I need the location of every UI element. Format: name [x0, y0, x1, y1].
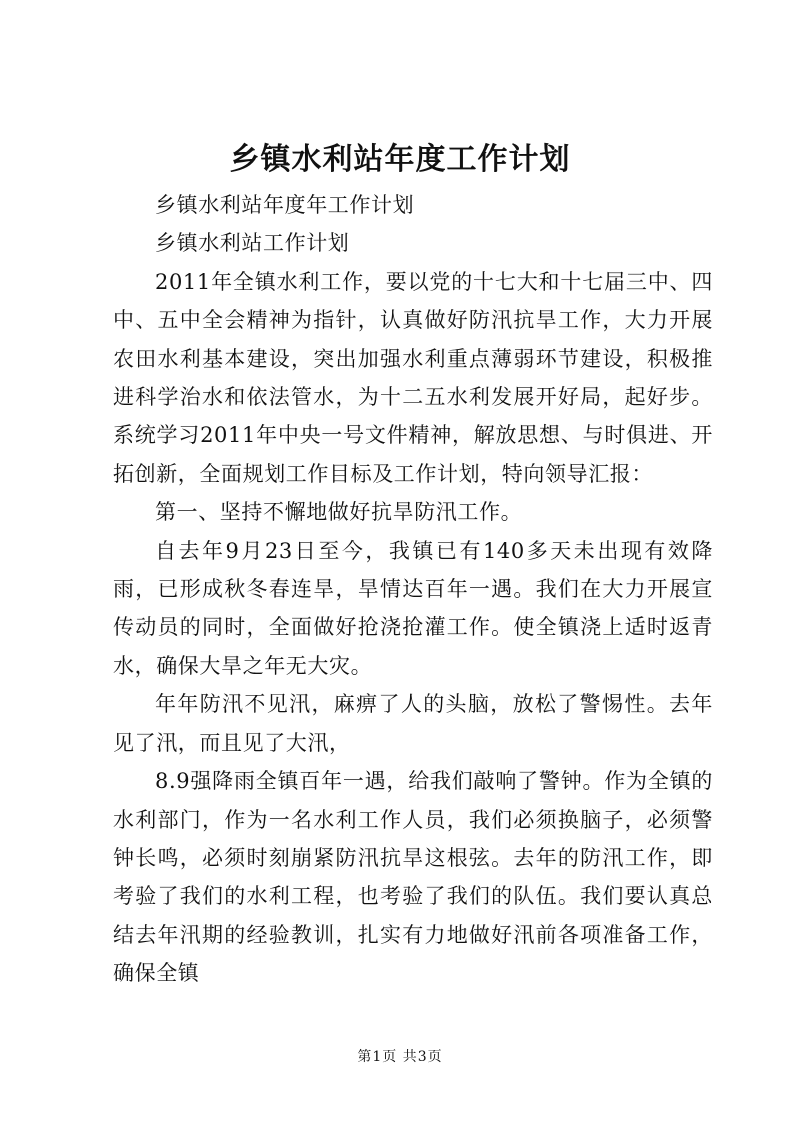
document-body	[113, 186, 713, 993]
paragraph-flood-lessons: 8.9强降雨全镇百年一遇，给我们敲响了警钟。作为全镇的水利部门，作为一名水利工作人员，我们必须换脑子，必须警钟长鸣，必须时刻崩紧防汛抗旱这根弦。去年的防汛工作，即考验了我们的水利工程，也考验了我们的队伍。我们要认真总结去年汛期的经验教训，扎实有力地做好汛前各项准备工作，确保全镇	[113, 769, 713, 986]
paragraph-flood-warning: 年年防汛不见汛，麻痹了人的头脑，放松了警惕性。去年见了汛，而且见了大汛，	[113, 692, 713, 755]
paragraph-drought: 自去年9月23日至今，我镇已有140多天未出现有效降雨，已形成秋冬春连旱，旱情达百年一遇。我们在大力开展宣传动员的同时，全面做好抢浇抢灌工作。使全镇浇上适时返青水，确保大旱之年无大灾。	[113, 538, 713, 678]
paragraph-subtitle-2: 乡镇水利站工作计划	[155, 231, 350, 256]
document-title: 乡镇水利站年度工作计划	[229, 142, 571, 177]
paragraph-intro: 2011年全镇水利工作，要以党的十七大和十七届三中、四中、五中全会精神为指针，认真做好防汛抗旱工作，大力开展农田水利基本建设，突出加强水利重点薄弱环节建设，积极推进科学治水和依法管水，为十二五水利发展开好局，起好步。系统学习2011年中央一号文件精神，解放思想、与时俱进、开拓创新，全面规划工作目标及工作计划，特向领导汇报：	[113, 269, 713, 486]
paragraph-subtitle-1: 乡镇水利站年度年工作计划	[155, 193, 415, 217]
page-number-footer: 第1页 共3页	[357, 1049, 443, 1065]
paragraph-section-heading: 第一、坚持不懈地做好抗旱防汛工作。	[155, 500, 523, 525]
